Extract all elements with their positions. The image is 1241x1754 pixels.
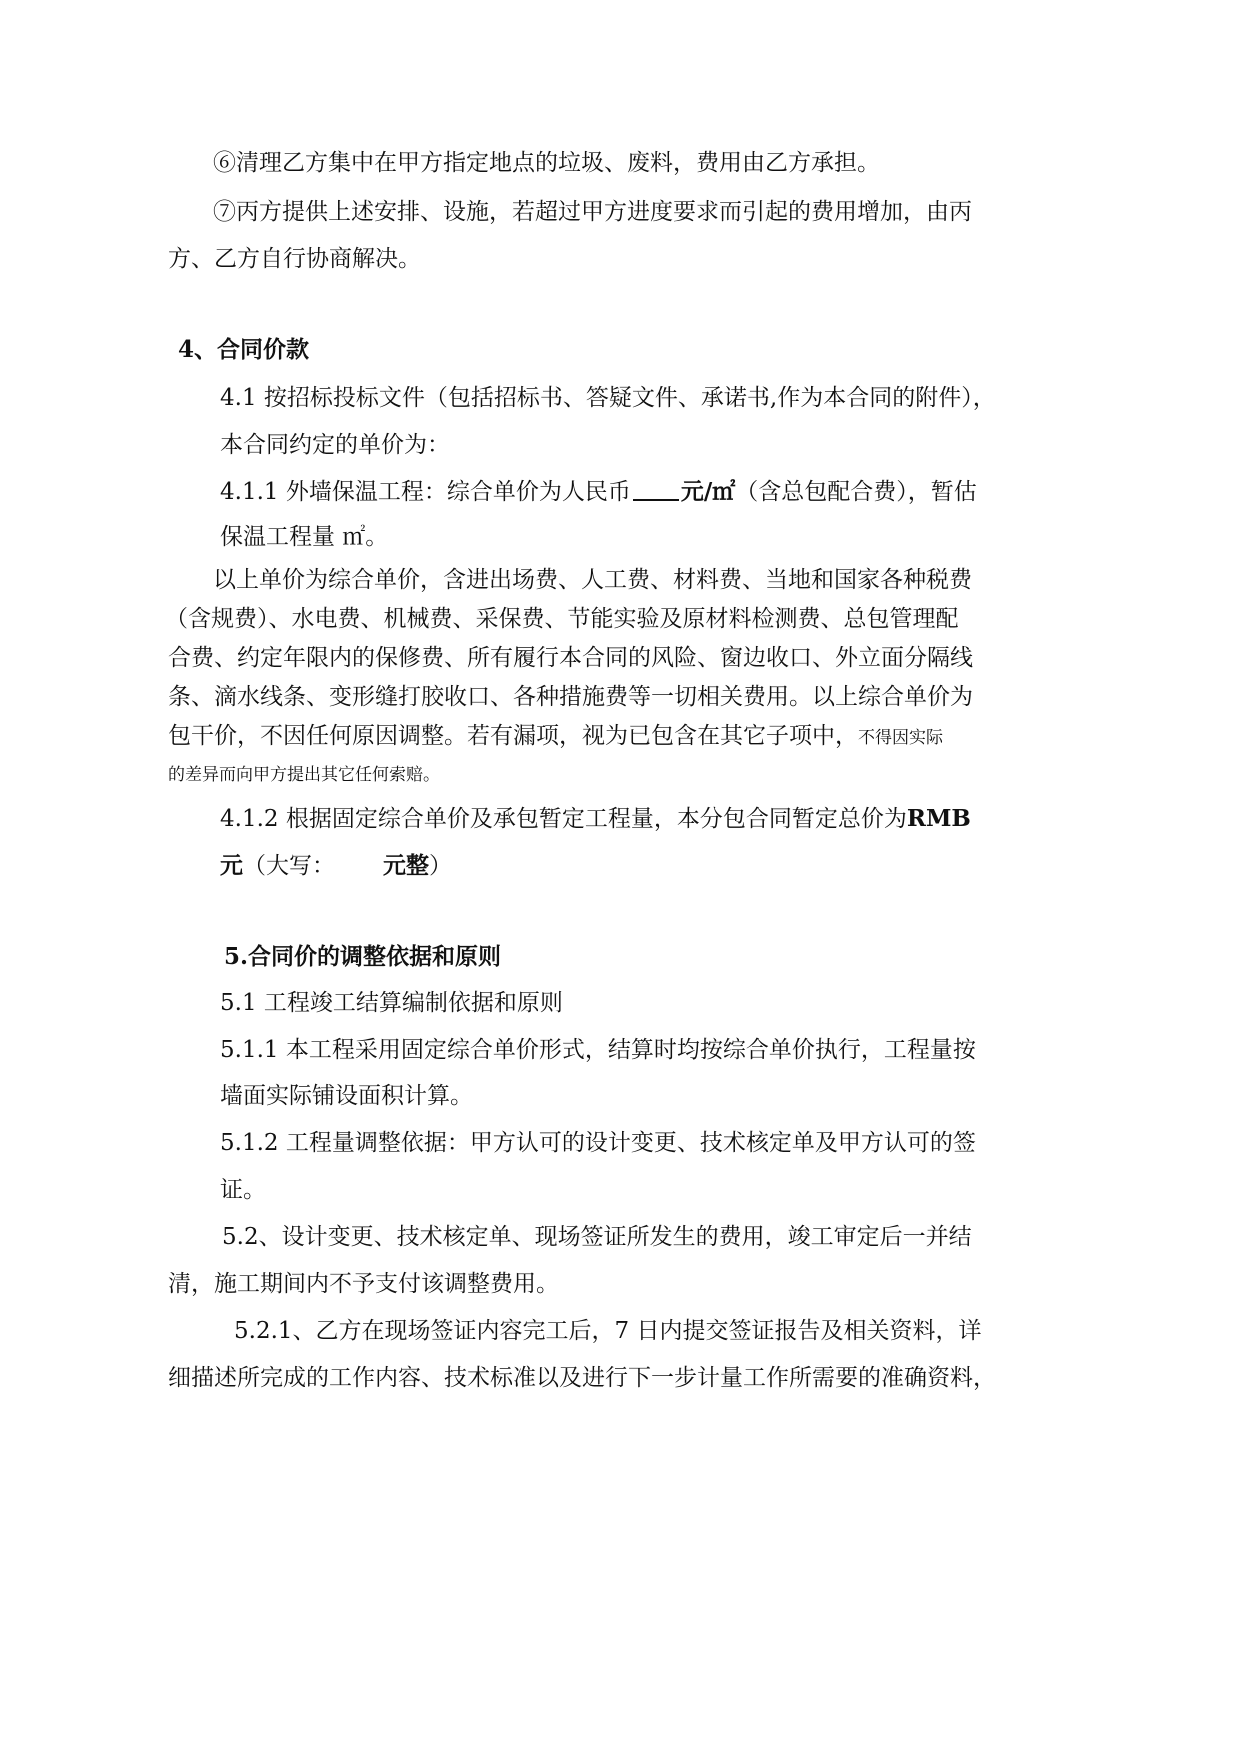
clause-5-2-1-line-1: 5.2.1、乙方在现场签证内容完工后，7 日内提交签证报告及相关资料，详 (234, 1318, 982, 1344)
price-note-line-5 (168, 721, 943, 751)
clause-7-line-1: ⑦丙方提供上述安排、设施，若超过甲方进度要求而引起的费用增加，由丙 (213, 199, 972, 225)
clause-4-1-1-suffix: （含总包配合费），暂估 (735, 479, 977, 505)
clause-6-line: ⑥清理乙方集中在甲方指定地点的垃圾、废料，费用由乙方承担。 (213, 150, 880, 176)
clause-5-1-2-line-2: 证。 (220, 1177, 266, 1203)
total-yuan-label: 元 (220, 852, 243, 879)
capital-amount-label: （大写： (243, 853, 335, 879)
clause-5-2-1-line-2: 细描述所完成的工作内容、技术标准以及进行下一步计量工作所需要的准确资料， (168, 1365, 996, 1391)
price-note-line-1: 以上单价为综合单价，含进出场费、人工费、材料费、当地和国家各种税费 (213, 567, 972, 593)
currency-rmb: RMB (906, 805, 971, 832)
clause-5-1-1-line-1: 5.1.1 本工程采用固定综合单价形式，结算时均按综合单价执行，工程量按 (220, 1037, 976, 1063)
clause-4-1-1-line-1 (220, 477, 977, 507)
price-note-line-3: 合费、约定年限内的保修费、所有履行本合同的风险、窗边收口、外立面分隔线 (168, 645, 973, 671)
clause-7-line-2: 方、乙方自行协商解决。 (168, 246, 421, 272)
clause-5-2-line-1: 5.2、设计变更、技术核定单、现场签证所发生的费用，竣工审定后一并结 (222, 1224, 972, 1250)
section-5-heading: 5.合同价的调整依据和原则 (224, 943, 502, 970)
price-note-line-4: 条、滴水线条、变形缝打胶收口、各种措施费等一切相关费用。以上综合单价为 (168, 684, 973, 710)
clause-4-1-1-line-2: 保温工程量 ㎡。 (220, 524, 389, 550)
unit-price-unit: 元/㎡ (680, 478, 736, 505)
clause-4-1-2-line-1 (220, 804, 971, 834)
clause-5-1-1-line-2: 墙面实际铺设面积计算。 (220, 1083, 473, 1109)
clause-5-2-line-2: 清，施工期间内不予支付该调整费用。 (168, 1271, 559, 1297)
section-4-heading: 4、合同价款 (178, 336, 310, 363)
unit-price-blank (633, 477, 679, 501)
price-note-line-6: 的差异而向甲方提出其它任何索赔。 (168, 765, 440, 785)
price-note-line-2: （含规费）、水电费、机械费、采保费、节能实验及原材料检测费、总包管理配 (165, 606, 959, 632)
clause-4-1-line-2: 本合同约定的单价为： (220, 432, 450, 458)
price-note-line-5-small: 不得因实际 (858, 728, 943, 748)
clause-4-1-line-1: 4.1 按招标投标文件（包括招标书、答疑文件、承诺书,作为本合同的附件）， (220, 385, 996, 411)
clause-5-1-2-line-1: 5.1.2 工程量调整依据：甲方认可的设计变更、技术核定单及甲方认可的签 (220, 1130, 976, 1156)
clause-4-1-2-prefix: 4.1.2 根据固定综合单价及承包暂定工程量，本分包合同暂定总价为 (220, 806, 907, 832)
clause-4-1-2-line-2 (220, 851, 452, 881)
capital-yuan-zheng: 元整 (383, 852, 429, 879)
price-note-line-5-main: 包干价，不因任何原因调整。若有漏项，视为已包含在其它子项中， (168, 723, 858, 749)
clause-4-1-1-prefix: 4.1.1 外墙保温工程：综合单价为人民币 (220, 479, 631, 505)
clause-5-1: 5.1 工程竣工结算编制依据和原则 (220, 990, 563, 1016)
capital-close-paren: ） (429, 853, 452, 879)
